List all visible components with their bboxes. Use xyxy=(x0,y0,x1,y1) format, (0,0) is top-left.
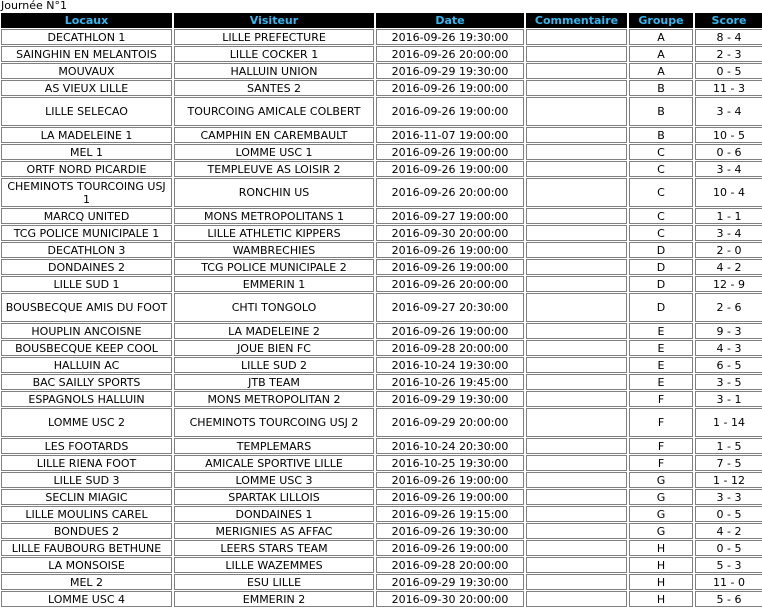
match-date-cell: 2016-09-27 20:30:00 xyxy=(376,293,524,322)
column-header-date[interactable]: Date xyxy=(376,13,524,28)
home-team-cell: MEL 1 xyxy=(1,144,172,160)
comment-cell xyxy=(526,591,627,607)
group-cell: A xyxy=(629,29,693,45)
group-cell: H xyxy=(629,557,693,573)
comment-cell xyxy=(526,80,627,96)
group-cell: D xyxy=(629,242,693,258)
score-cell: 0 - 5 xyxy=(695,506,762,522)
score-cell: 3 - 4 xyxy=(695,225,762,241)
group-cell: E xyxy=(629,323,693,339)
away-team-cell: SANTES 2 xyxy=(174,80,374,96)
match-date-cell: 2016-09-26 19:00:00 xyxy=(376,97,524,126)
comment-cell xyxy=(526,323,627,339)
comment-cell xyxy=(526,293,627,322)
home-team-cell: CHEMINOTS TOURCOING USJ 1 xyxy=(1,178,172,207)
score-cell: 4 - 2 xyxy=(695,259,762,275)
table-row xyxy=(1,523,762,539)
group-cell: B xyxy=(629,80,693,96)
score-cell: 2 - 3 xyxy=(695,46,762,62)
score-cell: 10 - 5 xyxy=(695,127,762,143)
match-date-cell: 2016-09-26 19:00:00 xyxy=(376,489,524,505)
match-date-cell: 2016-09-26 19:00:00 xyxy=(376,540,524,556)
home-team-cell: ORTF NORD PICARDIE xyxy=(1,161,172,177)
comment-cell xyxy=(526,46,627,62)
score-cell: 3 - 3 xyxy=(695,489,762,505)
comment-cell xyxy=(526,523,627,539)
match-date-cell: 2016-09-26 19:00:00 xyxy=(376,472,524,488)
away-team-cell: LA MADELEINE 2 xyxy=(174,323,374,339)
group-cell: C xyxy=(629,225,693,241)
match-date-cell: 2016-09-30 20:00:00 xyxy=(376,225,524,241)
comment-cell xyxy=(526,276,627,292)
page-title: Journée N°1 xyxy=(1,0,68,12)
comment-cell xyxy=(526,557,627,573)
away-team-cell: LILLE PREFECTURE xyxy=(174,29,374,45)
away-team-cell: LILLE ATHLETIC KIPPERS xyxy=(174,225,374,241)
home-team-cell: AS VIEUX LILLE xyxy=(1,80,172,96)
score-cell: 0 - 5 xyxy=(695,540,762,556)
group-cell: H xyxy=(629,540,693,556)
home-team-cell: LILLE SUD 1 xyxy=(1,276,172,292)
comment-cell xyxy=(526,259,627,275)
away-team-cell: EMMERIN 1 xyxy=(174,276,374,292)
group-cell: C xyxy=(629,161,693,177)
home-team-cell: HALLUIN AC xyxy=(1,357,172,373)
away-team-cell: LOMME USC 1 xyxy=(174,144,374,160)
home-team-cell: BONDUES 2 xyxy=(1,523,172,539)
group-cell: E xyxy=(629,357,693,373)
away-team-cell: JOUE BIEN FC xyxy=(174,340,374,356)
comment-cell xyxy=(526,455,627,471)
away-team-cell: AMICALE SPORTIVE LILLE xyxy=(174,455,374,471)
match-date-cell: 2016-09-26 19:00:00 xyxy=(376,242,524,258)
score-cell: 2 - 6 xyxy=(695,293,762,322)
match-date-cell: 2016-09-27 19:00:00 xyxy=(376,208,524,224)
home-team-cell: TCG POLICE MUNICIPALE 1 xyxy=(1,225,172,241)
match-date-cell: 2016-09-26 20:00:00 xyxy=(376,46,524,62)
match-date-cell: 2016-09-26 19:00:00 xyxy=(376,259,524,275)
match-date-cell: 2016-09-28 20:00:00 xyxy=(376,557,524,573)
score-cell: 4 - 2 xyxy=(695,523,762,539)
score-cell: 9 - 3 xyxy=(695,323,762,339)
table-row xyxy=(1,489,762,505)
score-cell: 11 - 3 xyxy=(695,80,762,96)
group-cell: D xyxy=(629,259,693,275)
table-body xyxy=(1,29,762,607)
home-team-cell: ESPAGNOLS HALLUIN xyxy=(1,391,172,407)
score-cell: 1 - 5 xyxy=(695,438,762,454)
comment-cell xyxy=(526,225,627,241)
away-team-cell: MONS METROPOLITAN 2 xyxy=(174,391,374,407)
home-team-cell: LILLE SUD 3 xyxy=(1,472,172,488)
table-row xyxy=(1,374,762,390)
away-team-cell: SPARTAK LILLOIS xyxy=(174,489,374,505)
home-team-cell: BOUSBECQUE AMIS DU FOOT xyxy=(1,293,172,322)
group-cell: B xyxy=(629,97,693,126)
home-team-cell: LILLE FAUBOURG BETHUNE xyxy=(1,540,172,556)
table-row xyxy=(1,293,762,322)
table-row xyxy=(1,438,762,454)
table-row xyxy=(1,259,762,275)
group-cell: G xyxy=(629,523,693,539)
group-cell: E xyxy=(629,374,693,390)
table-row xyxy=(1,506,762,522)
home-team-cell: LA MONSOISE xyxy=(1,557,172,573)
group-cell: F xyxy=(629,455,693,471)
match-date-cell: 2016-10-24 20:30:00 xyxy=(376,438,524,454)
home-team-cell: LOMME USC 2 xyxy=(1,408,172,437)
score-cell: 3 - 4 xyxy=(695,161,762,177)
score-cell: 3 - 1 xyxy=(695,391,762,407)
group-cell: C xyxy=(629,144,693,160)
match-date-cell: 2016-09-26 19:30:00 xyxy=(376,29,524,45)
away-team-cell: MERIGNIES AS AFFAC xyxy=(174,523,374,539)
comment-cell xyxy=(526,489,627,505)
group-cell: C xyxy=(629,178,693,207)
comment-cell xyxy=(526,340,627,356)
table-header-row xyxy=(1,13,762,28)
comment-cell xyxy=(526,29,627,45)
away-team-cell: LILLE WAZEMMES xyxy=(174,557,374,573)
away-team-cell: TOURCOING AMICALE COLBERT xyxy=(174,97,374,126)
home-team-cell: LILLE RIENA FOOT xyxy=(1,455,172,471)
group-cell: G xyxy=(629,489,693,505)
table-row xyxy=(1,340,762,356)
comment-cell xyxy=(526,97,627,126)
group-cell: C xyxy=(629,208,693,224)
home-team-cell: MEL 2 xyxy=(1,574,172,590)
match-date-cell: 2016-09-30 20:00:00 xyxy=(376,591,524,607)
comment-cell xyxy=(526,63,627,79)
home-team-cell: SECLIN MIAGIC xyxy=(1,489,172,505)
group-cell: B xyxy=(629,127,693,143)
score-cell: 3 - 4 xyxy=(695,97,762,126)
home-team-cell: SAINGHIN EN MELANTOIS xyxy=(1,46,172,62)
home-team-cell: HOUPLIN ANCOISNE xyxy=(1,323,172,339)
table-row xyxy=(1,97,762,126)
match-date-cell: 2016-09-26 19:00:00 xyxy=(376,323,524,339)
match-date-cell: 2016-09-26 19:30:00 xyxy=(376,523,524,539)
comment-cell xyxy=(526,178,627,207)
group-cell: G xyxy=(629,472,693,488)
table-row xyxy=(1,242,762,258)
away-team-cell: TEMPLEMARS xyxy=(174,438,374,454)
table-row xyxy=(1,472,762,488)
table-row xyxy=(1,127,762,143)
match-date-cell: 2016-10-25 19:30:00 xyxy=(376,455,524,471)
group-cell: D xyxy=(629,276,693,292)
match-date-cell: 2016-09-26 20:00:00 xyxy=(376,276,524,292)
home-team-cell: BAC SAILLY SPORTS xyxy=(1,374,172,390)
comment-cell xyxy=(526,540,627,556)
away-team-cell: CHTI TONGOLO xyxy=(174,293,374,322)
match-date-cell: 2016-10-26 19:45:00 xyxy=(376,374,524,390)
score-cell: 2 - 0 xyxy=(695,242,762,258)
table-row xyxy=(1,161,762,177)
comment-cell xyxy=(526,408,627,437)
away-team-cell: HALLUIN UNION xyxy=(174,63,374,79)
match-date-cell: 2016-09-26 19:15:00 xyxy=(376,506,524,522)
group-cell: F xyxy=(629,408,693,437)
comment-cell xyxy=(526,374,627,390)
away-team-cell: LOMME USC 3 xyxy=(174,472,374,488)
group-cell: H xyxy=(629,591,693,607)
table-row xyxy=(1,63,762,79)
comment-cell xyxy=(526,472,627,488)
comment-cell xyxy=(526,242,627,258)
table-row xyxy=(1,591,762,607)
group-cell: F xyxy=(629,391,693,407)
table-row xyxy=(1,408,762,437)
group-cell: D xyxy=(629,293,693,322)
table-row xyxy=(1,357,762,373)
comment-cell xyxy=(526,144,627,160)
group-cell: A xyxy=(629,63,693,79)
column-header-visiteur[interactable]: Visiteur xyxy=(174,13,374,28)
table-row xyxy=(1,29,762,45)
table-row xyxy=(1,276,762,292)
table-row xyxy=(1,574,762,590)
table-row xyxy=(1,178,762,207)
away-team-cell: JTB TEAM xyxy=(174,374,374,390)
score-cell: 0 - 6 xyxy=(695,144,762,160)
group-cell: F xyxy=(629,438,693,454)
score-cell: 7 - 5 xyxy=(695,455,762,471)
score-cell: 1 - 14 xyxy=(695,408,762,437)
match-date-cell: 2016-09-29 19:30:00 xyxy=(376,63,524,79)
match-date-cell: 2016-09-26 19:00:00 xyxy=(376,144,524,160)
score-cell: 5 - 3 xyxy=(695,557,762,573)
column-header-commentaire[interactable]: Commentaire xyxy=(526,13,627,28)
score-cell: 3 - 5 xyxy=(695,374,762,390)
group-cell: G xyxy=(629,506,693,522)
score-cell: 5 - 6 xyxy=(695,591,762,607)
comment-cell xyxy=(526,391,627,407)
away-team-cell: MONS METROPOLITANS 1 xyxy=(174,208,374,224)
away-team-cell: CHEMINOTS TOURCOING USJ 2 xyxy=(174,408,374,437)
match-date-cell: 2016-09-28 20:00:00 xyxy=(376,340,524,356)
match-date-cell: 2016-09-29 19:30:00 xyxy=(376,391,524,407)
comment-cell xyxy=(526,208,627,224)
away-team-cell: LEERS STARS TEAM xyxy=(174,540,374,556)
home-team-cell: MARCQ UNITED xyxy=(1,208,172,224)
home-team-cell: LOMME USC 4 xyxy=(1,591,172,607)
table-row xyxy=(1,144,762,160)
table-row xyxy=(1,46,762,62)
home-team-cell: LES FOOTARDS xyxy=(1,438,172,454)
home-team-cell: MOUVAUX xyxy=(1,63,172,79)
score-cell: 12 - 9 xyxy=(695,276,762,292)
score-cell: 4 - 3 xyxy=(695,340,762,356)
away-team-cell: LILLE COCKER 1 xyxy=(174,46,374,62)
matches-table xyxy=(0,12,762,608)
column-header-locaux[interactable]: Locaux xyxy=(1,13,172,28)
match-date-cell: 2016-11-07 19:00:00 xyxy=(376,127,524,143)
comment-cell xyxy=(526,127,627,143)
away-team-cell: ESU LILLE xyxy=(174,574,374,590)
match-date-cell: 2016-09-26 20:00:00 xyxy=(376,178,524,207)
column-header-score[interactable]: Score xyxy=(695,13,762,28)
home-team-cell: DONDAINES 2 xyxy=(1,259,172,275)
group-cell: A xyxy=(629,46,693,62)
home-team-cell: LILLE SELECAO xyxy=(1,97,172,126)
home-team-cell: LILLE MOULINS CAREL xyxy=(1,506,172,522)
match-date-cell: 2016-09-26 19:00:00 xyxy=(376,161,524,177)
table-row xyxy=(1,540,762,556)
table-row xyxy=(1,80,762,96)
match-date-cell: 2016-09-29 20:00:00 xyxy=(376,408,524,437)
table-row xyxy=(1,557,762,573)
away-team-cell: LILLE SUD 2 xyxy=(174,357,374,373)
score-cell: 1 - 1 xyxy=(695,208,762,224)
away-team-cell: TEMPLEUVE AS LOISIR 2 xyxy=(174,161,374,177)
home-team-cell: BOUSBECQUE KEEP COOL xyxy=(1,340,172,356)
comment-cell xyxy=(526,357,627,373)
table-row xyxy=(1,208,762,224)
home-team-cell: DECATHLON 3 xyxy=(1,242,172,258)
away-team-cell: WAMBRECHIES xyxy=(174,242,374,258)
comment-cell xyxy=(526,574,627,590)
match-date-cell: 2016-09-29 19:30:00 xyxy=(376,574,524,590)
table-row xyxy=(1,455,762,471)
away-team-cell: CAMPHIN EN CAREMBAULT xyxy=(174,127,374,143)
column-header-groupe[interactable]: Groupe xyxy=(629,13,693,28)
match-date-cell: 2016-10-24 19:30:00 xyxy=(376,357,524,373)
away-team-cell: RONCHIN US xyxy=(174,178,374,207)
score-cell: 0 - 5 xyxy=(695,63,762,79)
score-cell: 6 - 5 xyxy=(695,357,762,373)
table-row xyxy=(1,225,762,241)
home-team-cell: DECATHLON 1 xyxy=(1,29,172,45)
comment-cell xyxy=(526,506,627,522)
comment-cell xyxy=(526,161,627,177)
score-cell: 1 - 12 xyxy=(695,472,762,488)
group-cell: H xyxy=(629,574,693,590)
score-cell: 10 - 4 xyxy=(695,178,762,207)
table-row xyxy=(1,323,762,339)
away-team-cell: TCG POLICE MUNICIPALE 2 xyxy=(174,259,374,275)
score-cell: 8 - 4 xyxy=(695,29,762,45)
match-date-cell: 2016-09-26 19:00:00 xyxy=(376,80,524,96)
away-team-cell: DONDAINES 1 xyxy=(174,506,374,522)
home-team-cell: LA MADELEINE 1 xyxy=(1,127,172,143)
table-row xyxy=(1,391,762,407)
comment-cell xyxy=(526,438,627,454)
away-team-cell: EMMERIN 2 xyxy=(174,591,374,607)
group-cell: E xyxy=(629,340,693,356)
score-cell: 11 - 0 xyxy=(695,574,762,590)
